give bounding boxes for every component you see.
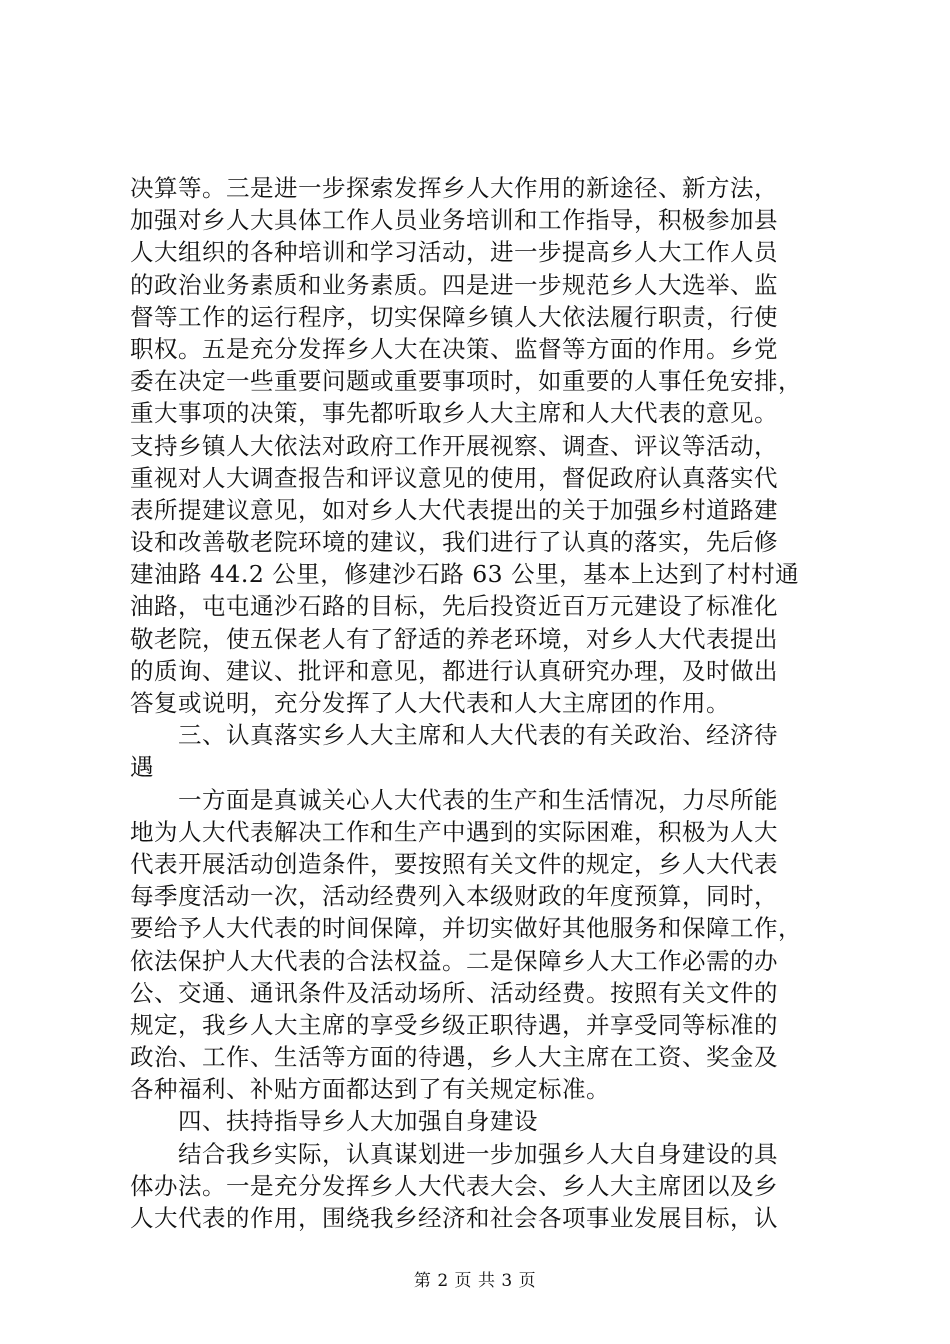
section-heading-3-cont: 遇 xyxy=(130,753,154,782)
page-number-footer: 第 2 页 共 3 页 xyxy=(413,1271,537,1291)
text-line: 重大事项的决策，事先都听取乡人大主席和人大代表的意见。 xyxy=(130,399,778,428)
text-line: 表所提建议意见，如对乡人大代表提出的关于加强乡村道路建 xyxy=(130,495,778,524)
text-line: 公、交通、通讯条件及活动场所、活动经费。按照有关文件的 xyxy=(130,978,778,1007)
text-line: 职权。五是充分发挥乡人大在决策、监督等方面的作用。乡党 xyxy=(130,334,778,363)
text-line: 的政治业务素质和业务素质。四是进一步规范乡人大选举、监 xyxy=(130,270,778,299)
text-line: 规定，我乡人大主席的享受乡级正职待遇，并享受同等标准的 xyxy=(130,1010,778,1039)
text-line: 答复或说明，充分发挥了人大代表和人大主席团的作用。 xyxy=(130,689,730,717)
section-heading-4: 四、扶持指导乡人大加强自身建设 xyxy=(178,1107,538,1136)
document-body xyxy=(130,172,830,1234)
text-line: 代表开展活动创造条件，要按照有关文件的规定，乡人大代表 xyxy=(130,849,778,878)
text-line: 重视对人大调查报告和评议意见的使用，督促政府认真落实代 xyxy=(130,463,778,492)
text-line: 油路，屯屯通沙石路的目标，先后投资近百万元建设了标准化 xyxy=(130,592,778,621)
text-line: 的质询、建议、批评和意见，都进行认真研究办理，及时做出 xyxy=(130,656,778,685)
paragraph-start: 一方面是真诚关心人大代表的生产和生活情况，力尽所能 xyxy=(178,785,778,814)
text-line: 每季度活动一次，活动经费列入本级财政的年度预算，同时， xyxy=(130,882,778,911)
text-line: 各种福利、补贴方面都达到了有关规定标准。 xyxy=(130,1075,610,1104)
text-line: 加强对乡人大具体工作人员业务培训和工作指导，积极参加县 xyxy=(130,206,778,235)
text-line: 依法保护人大代表的合法权益。二是保障乡人大工作必需的办 xyxy=(130,946,778,975)
paragraph-start: 结合我乡实际，认真谋划进一步加强乡人大自身建设的具 xyxy=(178,1139,778,1168)
text-line: 要给予人大代表的时间保障，并切实做好其他服务和保障工作， xyxy=(130,914,802,943)
text-line: 支持乡镇人大依法对政府工作开展视察、调查、评议等活动， xyxy=(130,431,778,460)
text-line: 体办法。一是充分发挥乡人大代表大会、乡人大主席团以及乡 xyxy=(130,1171,778,1200)
text-line: 地为人大代表解决工作和生产中遇到的实际困难，积极为人大 xyxy=(130,817,778,846)
text-line: 决算等。三是进一步探索发挥乡人大作用的新途径、新方法， xyxy=(130,174,778,202)
text-line: 建油路 44.2 公里，修建沙石路 63 公里，基本上达到了村村通 xyxy=(130,560,800,589)
text-line: 委在决定一些重要问题或重要事项时，如重要的人事任免安排， xyxy=(130,367,802,396)
text-line: 人大组织的各种培训和学习活动，进一步提高乡人大工作人员 xyxy=(130,238,778,267)
section-heading-3: 三、认真落实乡人大主席和人大代表的有关政治、经济待 xyxy=(178,721,778,750)
text-line: 敬老院，使五保老人有了舒适的养老环境，对乡人大代表提出 xyxy=(130,624,778,653)
text-line: 督等工作的运行程序，切实保障乡镇人大依法履行职责，行使 xyxy=(130,302,778,331)
text-line: 人大代表的作用，围绕我乡经济和社会各项事业发展目标，认 xyxy=(130,1204,778,1232)
text-line: 设和改善敬老院环境的建议，我们进行了认真的落实，先后修 xyxy=(130,528,778,557)
text-line: 政治、工作、生活等方面的待遇，乡人大主席在工资、奖金及 xyxy=(130,1043,778,1072)
